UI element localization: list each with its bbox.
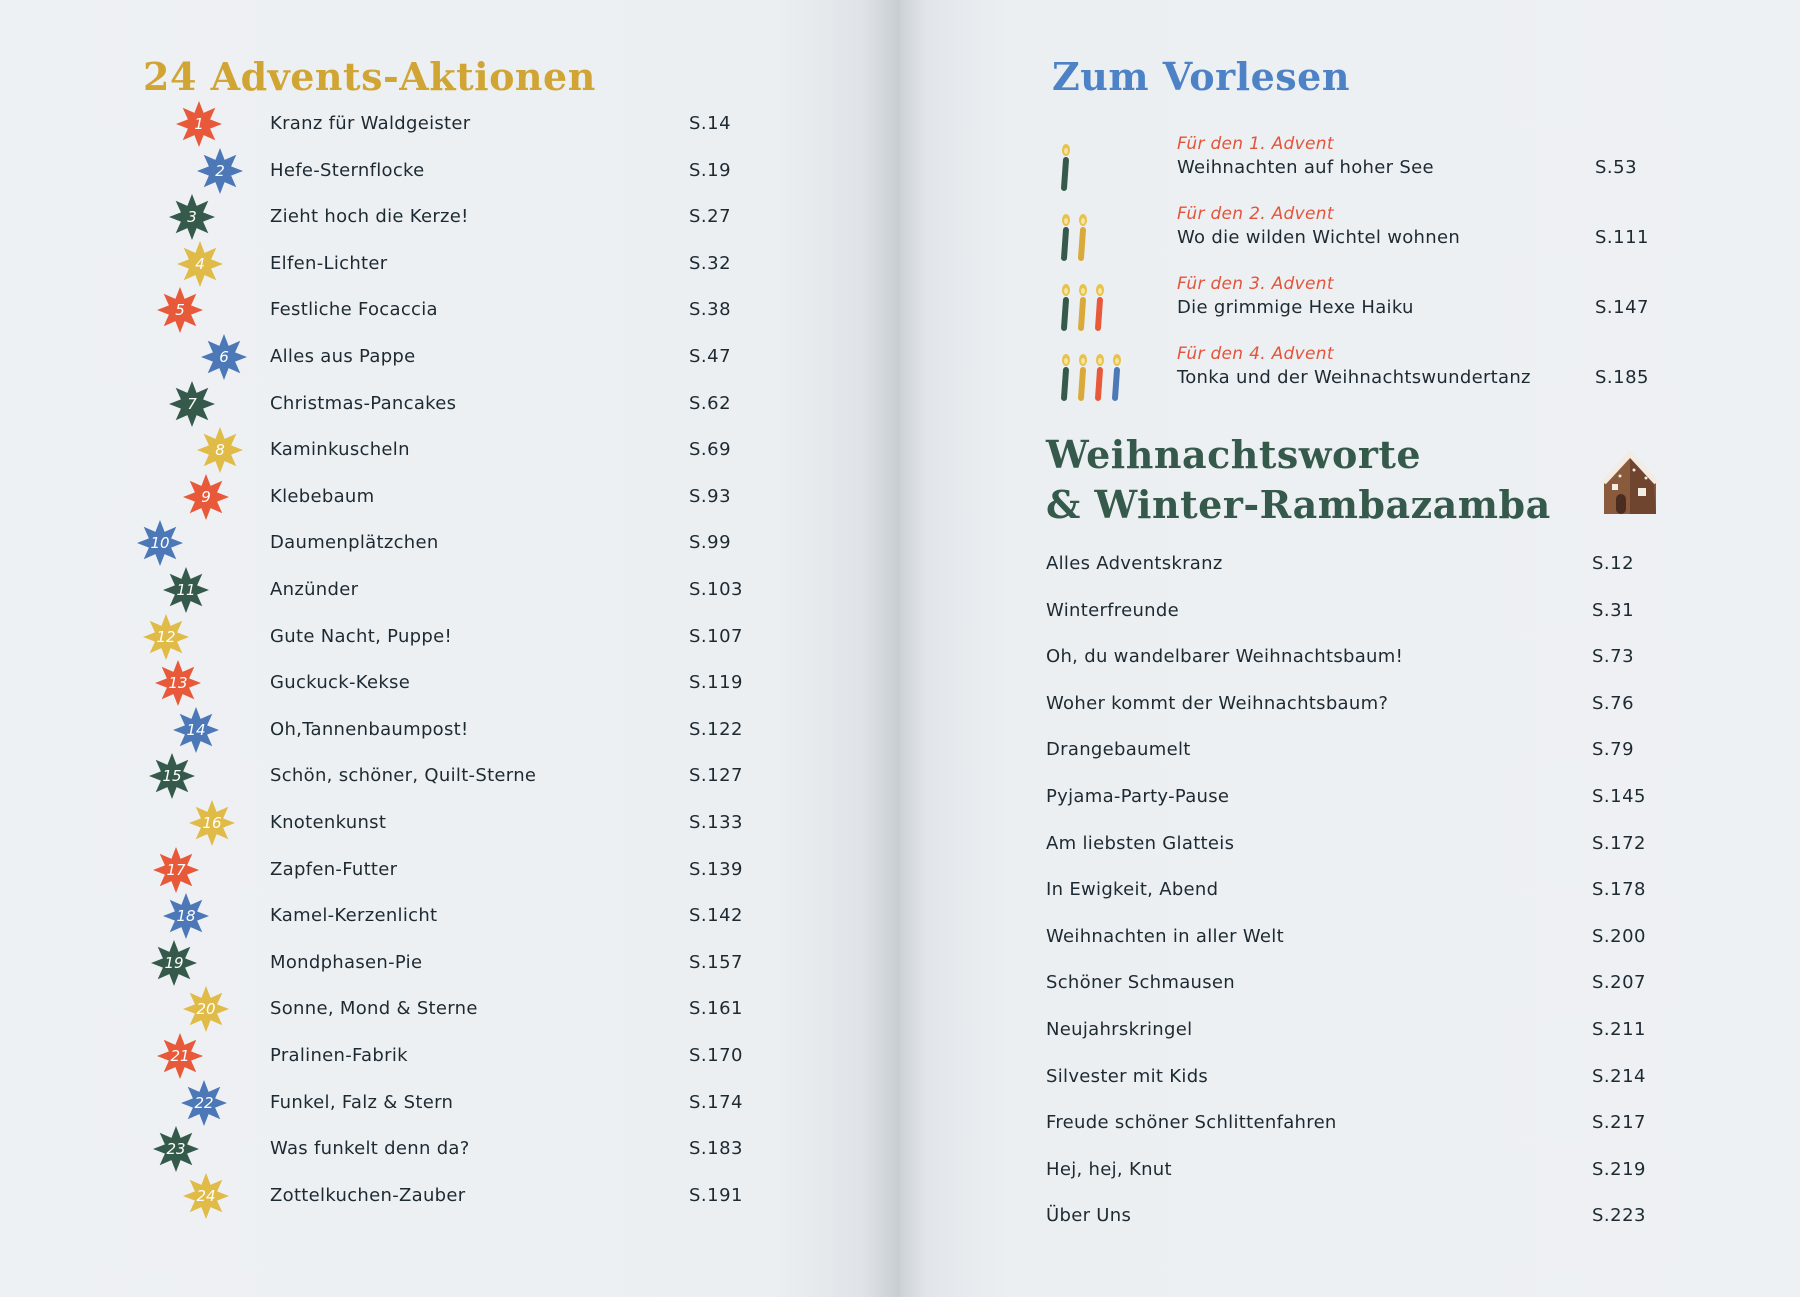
reading-advent-label: Für den 4. Advent	[1177, 344, 1334, 364]
advent-action-item[interactable]	[0, 1178, 900, 1214]
advent-action-item[interactable]	[0, 805, 900, 841]
words-item[interactable]	[900, 919, 1800, 955]
advent-action-page: S.119	[689, 672, 744, 694]
star-icon	[168, 380, 216, 428]
star-icon	[142, 613, 190, 661]
advent-action-page: S.170	[689, 1045, 744, 1066]
advent-action-page: S.122	[689, 718, 744, 740]
reading-advent-label: Für den 3. Advent	[1177, 274, 1334, 294]
words-item[interactable]	[900, 1105, 1800, 1141]
advent-action-page: S.27	[689, 206, 732, 228]
star-number: 19	[164, 953, 184, 972]
advent-action-item[interactable]	[0, 199, 900, 235]
reading-page: S.147	[1595, 297, 1650, 318]
advent-action-item[interactable]	[0, 758, 900, 794]
words-item[interactable]	[900, 546, 1800, 582]
star-icon	[188, 799, 236, 847]
advent-action-page: S.14	[689, 113, 732, 134]
advent-action-title: Guckuck-Kekse	[270, 672, 411, 694]
reading-item[interactable]	[900, 131, 1800, 193]
advent-action-item[interactable]	[0, 386, 900, 422]
advent-action-title: Festliche Focaccia	[270, 299, 438, 321]
advent-action-page: S.142	[689, 905, 744, 927]
words-heading-line2: & Winter-Rambazamba	[1046, 482, 1551, 527]
reading-title: Die grimmige Hexe Haiku	[1177, 297, 1414, 318]
advent-action-title: Klebebaum	[270, 485, 375, 507]
advent-action-page: S.62	[689, 392, 732, 414]
words-title: Hej, hej, Knut	[1046, 1158, 1172, 1180]
words-item[interactable]	[900, 826, 1800, 862]
gingerbread-house-icon	[1598, 446, 1662, 518]
reading-advent-label: Für den 1. Advent	[1177, 134, 1334, 154]
words-page: S.73	[1592, 646, 1635, 668]
star-icon	[182, 985, 230, 1033]
words-page: S.172	[1592, 832, 1647, 854]
candle-icon	[1054, 277, 1154, 337]
reading-item[interactable]	[900, 341, 1800, 403]
words-title: Oh, du wandelbarer Weihnachtsbaum!	[1046, 646, 1404, 668]
candle-icon	[1054, 347, 1154, 407]
advent-action-page: S.32	[689, 252, 732, 274]
advent-action-item[interactable]	[0, 246, 900, 282]
words-page: S.207	[1592, 972, 1647, 994]
advent-action-page: S.127	[689, 765, 744, 787]
star-number: 3	[187, 208, 197, 227]
advent-action-item[interactable]	[0, 991, 900, 1027]
star-icon	[196, 147, 244, 195]
star-number: 15	[162, 767, 182, 786]
star-number: 23	[166, 1140, 186, 1159]
advent-action-item[interactable]	[0, 852, 900, 888]
words-heading-line1: Weihnachtsworte	[1046, 432, 1422, 477]
star-number: 16	[202, 814, 222, 832]
star-number: 22	[194, 1093, 214, 1112]
advent-action-title: Kaminkuscheln	[270, 439, 410, 461]
reading-title: Tonka und der Weihnachtswundertanz	[1177, 367, 1531, 388]
star-icon	[162, 566, 210, 614]
star-icon	[182, 473, 230, 521]
advent-action-page: S.157	[689, 951, 744, 973]
words-title: Woher kommt der Weihnachtsbaum?	[1046, 692, 1389, 714]
advent-action-item[interactable]	[0, 945, 900, 981]
star-number: 1	[194, 115, 204, 133]
advent-action-title: Was funkelt denn da?	[270, 1138, 470, 1160]
star-number: 21	[170, 1047, 190, 1065]
words-title: Freude schöner Schlittenfahren	[1046, 1112, 1337, 1134]
advent-action-title: Pralinen-Fabrik	[270, 1045, 408, 1066]
words-page: S.219	[1592, 1158, 1647, 1180]
advent-action-title: Zottelkuchen-Zauber	[270, 1184, 466, 1206]
words-title: Weihnachten in aller Welt	[1046, 925, 1284, 947]
advent-action-page: S.69	[689, 439, 732, 461]
advent-action-title: Gute Nacht, Puppe!	[270, 625, 452, 647]
star-number: 24	[196, 1186, 216, 1205]
star-number: 6	[219, 348, 229, 366]
words-item[interactable]	[900, 639, 1800, 675]
star-icon	[176, 240, 224, 288]
star-number: 17	[166, 860, 186, 879]
words-title: Pyjama-Party-Pause	[1046, 786, 1230, 807]
advent-action-title: Daumenplätzchen	[270, 532, 439, 554]
words-item[interactable]	[900, 1152, 1800, 1188]
words-page: S.31	[1592, 599, 1635, 621]
advent-action-item[interactable]	[0, 572, 900, 608]
words-title: Neujahrskringel	[1046, 1019, 1193, 1040]
words-title: Schöner Schmausen	[1046, 972, 1236, 994]
candle-icon	[1054, 207, 1154, 267]
advent-action-item[interactable]	[0, 619, 900, 655]
star-icon	[172, 706, 220, 754]
star-icon	[154, 659, 202, 707]
advent-action-title: Christmas-Pancakes	[270, 392, 457, 414]
words-title: Am liebsten Glatteis	[1046, 832, 1235, 854]
advent-action-page: S.191	[689, 1184, 744, 1206]
words-page: S.12	[1592, 553, 1635, 574]
words-item[interactable]	[900, 732, 1800, 768]
words-item[interactable]	[900, 1012, 1800, 1048]
reading-heading: Zum Vorlesen	[1052, 54, 1350, 99]
advent-action-title: Knotenkunst	[270, 812, 387, 833]
star-number: 10	[150, 534, 170, 553]
advent-action-item[interactable]	[0, 1131, 900, 1167]
star-icon	[152, 1125, 200, 1173]
words-title: Winterfreunde	[1046, 599, 1179, 621]
right-page	[900, 0, 1800, 1297]
words-title: Über Uns	[1046, 1205, 1132, 1227]
star-number: 11	[176, 581, 196, 599]
star-number: 8	[215, 441, 225, 460]
advent-action-item[interactable]	[0, 665, 900, 701]
star-number: 5	[175, 301, 185, 320]
advent-action-title: Funkel, Falz & Stern	[270, 1091, 454, 1113]
advent-action-title: Anzünder	[270, 579, 359, 600]
reading-page: S.53	[1595, 157, 1638, 178]
advent-action-item[interactable]	[0, 712, 900, 748]
star-icon	[180, 1079, 228, 1127]
star-number: 14	[186, 720, 206, 739]
star-number: 2	[215, 161, 225, 180]
advent-action-title: Hefe-Sternflocke	[270, 159, 425, 181]
star-number: 18	[176, 907, 196, 926]
advent-action-page: S.161	[689, 998, 744, 1020]
words-title: In Ewigkeit, Abend	[1046, 879, 1219, 901]
advent-action-page: S.174	[689, 1091, 744, 1113]
star-icon	[168, 193, 216, 241]
advent-action-item[interactable]	[0, 292, 900, 328]
words-page: S.145	[1592, 786, 1647, 807]
advent-action-item[interactable]	[0, 153, 900, 189]
star-icon	[152, 846, 200, 894]
advent-action-item[interactable]	[0, 479, 900, 515]
reading-item[interactable]	[900, 271, 1800, 333]
words-page: S.211	[1592, 1019, 1647, 1040]
star-number: 13	[168, 674, 188, 693]
words-item[interactable]	[900, 1198, 1800, 1234]
star-number: 20	[196, 1000, 216, 1019]
words-page: S.76	[1592, 692, 1635, 714]
star-icon	[148, 752, 196, 800]
words-page: S.223	[1592, 1205, 1647, 1227]
advent-action-item[interactable]	[0, 525, 900, 561]
star-number: 7	[187, 394, 197, 413]
advent-action-page: S.183	[689, 1138, 744, 1160]
star-icon	[162, 892, 210, 940]
words-item[interactable]	[900, 1059, 1800, 1095]
words-item[interactable]	[900, 965, 1800, 1001]
words-title: Silvester mit Kids	[1046, 1065, 1209, 1087]
words-page: S.217	[1592, 1112, 1647, 1134]
reading-advent-label: Für den 2. Advent	[1177, 204, 1334, 224]
advent-action-title: Kamel-Kerzenlicht	[270, 905, 438, 927]
words-item[interactable]	[900, 593, 1800, 629]
advent-action-item[interactable]	[0, 106, 900, 142]
star-icon	[200, 333, 248, 381]
star-number: 4	[195, 254, 205, 273]
star-icon	[196, 426, 244, 474]
reading-title: Wo die wilden Wichtel wohnen	[1177, 227, 1461, 248]
reading-page: S.111	[1595, 227, 1650, 248]
star-icon	[150, 939, 198, 987]
advent-action-title: Sonne, Mond & Sterne	[270, 998, 478, 1020]
advent-action-page: S.103	[689, 579, 744, 600]
words-page: S.214	[1592, 1065, 1647, 1087]
advent-action-page: S.107	[689, 625, 744, 647]
star-icon	[175, 100, 223, 148]
star-number: 9	[201, 487, 211, 506]
candle-icon	[1054, 137, 1154, 197]
words-heading	[1046, 430, 1551, 530]
advent-action-page: S.19	[689, 159, 732, 181]
words-item[interactable]	[900, 686, 1800, 722]
star-icon	[182, 1172, 230, 1220]
advent-action-page: S.47	[689, 346, 732, 367]
reading-item[interactable]	[900, 201, 1800, 263]
star-icon	[156, 286, 204, 334]
words-item[interactable]	[900, 779, 1800, 815]
advent-action-item[interactable]	[0, 1085, 900, 1121]
advent-action-title: Zieht hoch die Kerze!	[270, 206, 469, 228]
advent-action-title: Oh,Tannenbaumpost!	[270, 718, 469, 740]
reading-page: S.185	[1595, 367, 1650, 388]
advent-action-page: S.93	[689, 485, 732, 507]
advent-action-item[interactable]	[0, 432, 900, 468]
advent-action-title: Elfen-Lichter	[270, 252, 388, 274]
advent-action-page: S.38	[689, 299, 732, 321]
advent-action-page: S.139	[689, 858, 744, 880]
advent-action-page: S.133	[689, 812, 744, 833]
advent-action-page: S.99	[689, 532, 732, 554]
words-title: Alles Adventskranz	[1046, 553, 1223, 574]
advent-action-title: Mondphasen-Pie	[270, 951, 423, 973]
words-page: S.79	[1592, 739, 1635, 761]
words-page: S.200	[1592, 925, 1647, 947]
reading-title: Weihnachten auf hoher See	[1177, 157, 1434, 178]
advent-action-title: Alles aus Pappe	[270, 346, 416, 367]
advent-action-item[interactable]	[0, 339, 900, 375]
advent-actions-heading: 24 Advents-Aktionen	[143, 54, 596, 99]
words-title: Drangebaumelt	[1046, 739, 1191, 761]
advent-action-item[interactable]	[0, 1038, 900, 1074]
advent-action-title: Schön, schöner, Quilt-Sterne	[270, 765, 537, 787]
advent-action-item[interactable]	[0, 898, 900, 934]
words-item[interactable]	[900, 872, 1800, 908]
star-number: 12	[156, 627, 176, 646]
advent-action-title: Zapfen-Futter	[270, 858, 398, 880]
advent-action-title: Kranz für Waldgeister	[270, 113, 471, 134]
star-icon	[136, 519, 184, 567]
star-icon	[156, 1032, 204, 1080]
words-page: S.178	[1592, 879, 1647, 901]
